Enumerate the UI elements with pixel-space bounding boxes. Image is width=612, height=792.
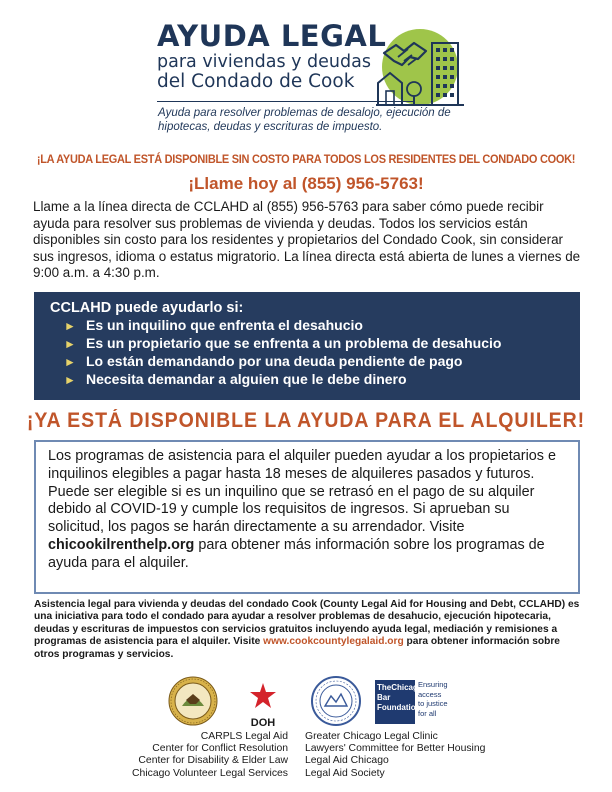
doh-label: DOH (250, 717, 276, 729)
list-item: Legal Aid Society (305, 767, 385, 779)
intro-paragraph: Llame a la línea directa de CCLAHD al (855) 956-5763 para saber cómo puede recibir ayuda para resolver sus problemas de vivienda y deudas. Todos los servicios están disponibles sin costo para los residentes y propietarios del Condado Cook, sin considerar sus ingresos, idioma o estatus migratorio. La línea directa está abierta de lunes a viernes de 9:00 a.m. a 4:30 p.m. (33, 199, 581, 281)
help-box-heading: CCLAHD puede ayudarlo si: (50, 300, 244, 316)
red-star-icon (247, 680, 279, 712)
list-item: ► Es un propietario que se enfrenta a un problema de desahucio (64, 335, 502, 351)
list-item: Center for Disability & Elder Law (138, 755, 288, 767)
cook-county-legal-aid-link[interactable]: www.cookcountylegalaid.org (263, 636, 404, 648)
rent-text-before: Los programas de asistencia para el alquiler pueden ayudar a los propietarios e inquilinos elegibles a pagar hasta 18 meses de alquileres pasados y futuros. Puede ser elegible si es un inquilino que se retrasó en el pago de su alquiler debido al COVID-19 y cumple los requisitos de ingresos. Si aprueban su solicitud, los pagos se harán directamente a su arrendador. Visite (48, 448, 556, 536)
list-item: Center for Conflict Resolution (152, 743, 288, 755)
list-item: ► Es un inquilino que enfrenta el desahucio (64, 317, 363, 333)
handshake-building-icon (374, 27, 466, 111)
list-item: ► Lo están demandando por una deuda pendiente de pago (64, 353, 463, 369)
subtitle-line-1: para viviendas y deudas (157, 52, 371, 72)
cbf-tagline: Ensuring access to justice for all (418, 680, 448, 718)
list-item: ► Necesita demandar a alguien que le debe dinero (64, 371, 407, 387)
rent-help-box (34, 440, 580, 594)
cbf-name-block: TheChicago Bar Foundation (375, 680, 415, 724)
triangle-right-icon: ► (64, 355, 76, 369)
partner-logos (0, 668, 612, 728)
chicago-bar-foundation-logo (375, 680, 451, 724)
illinois-state-seal-icon (168, 676, 218, 726)
page-title: AYUDA LEGAL (157, 19, 387, 53)
footer-description: Asistencia legal para vivienda y deudas del condado Cook (County Legal Aid for Housing and Debt, CCLAHD) es una iniciativa para todo el condado para ayudar a resolver problemas de desahucio, ejecución hipotecaria, deudas y escrituras de impuestos con servicios gratuitos incluyendo ayuda legal, mediación y remisiones a programas de asistencia para el alquiler. Visite www.cookcountylegalaid.org para obtener información sobre otros programas y servicios. (34, 599, 580, 660)
rent-text-after: para obtener más información sobre los programas de ayuda para el alquiler. (48, 536, 545, 571)
rent-help-link[interactable]: chicookilrenthelp.org (48, 536, 195, 553)
list-item: Legal Aid Chicago (305, 755, 389, 767)
list-item: CARPLS Legal Aid (200, 731, 288, 742)
triangle-right-icon: ► (64, 337, 76, 351)
triangle-right-icon: ► (64, 373, 76, 387)
availability-banner: ¡LA AYUDA LEGAL ESTÁ DISPONIBLE SIN COSTO PARA TODOS LOS RESIDENTES DEL CONDADO COOK! (36, 152, 576, 166)
cook-county-seal-icon (305, 676, 367, 726)
list-item: Lawyers' Committee for Better Housing (305, 743, 486, 755)
partners-left-list (110, 731, 288, 780)
rent-help-title: ¡YA ESTÁ DISPONIBLE LA AYUDA PARA EL ALQUILER! (26, 409, 586, 432)
doh-logo (247, 680, 279, 728)
subtitle-line-2: del Condado de Cook (157, 71, 355, 92)
list-item: Greater Chicago Legal Clinic (305, 731, 438, 742)
help-box (34, 292, 580, 400)
triangle-right-icon: ► (64, 319, 76, 333)
tagline-divider (157, 101, 415, 102)
partners-right-list (305, 731, 525, 780)
call-now-heading: ¡Llame hoy al (855) 956-5763! (188, 174, 424, 193)
list-item: Chicago Volunteer Legal Services (132, 767, 288, 779)
tagline: Ayuda para resolver problemas de desalojo, ejecución de hipotecas, deudas y escrituras de impuesto. (158, 107, 451, 133)
help-list (64, 317, 580, 389)
